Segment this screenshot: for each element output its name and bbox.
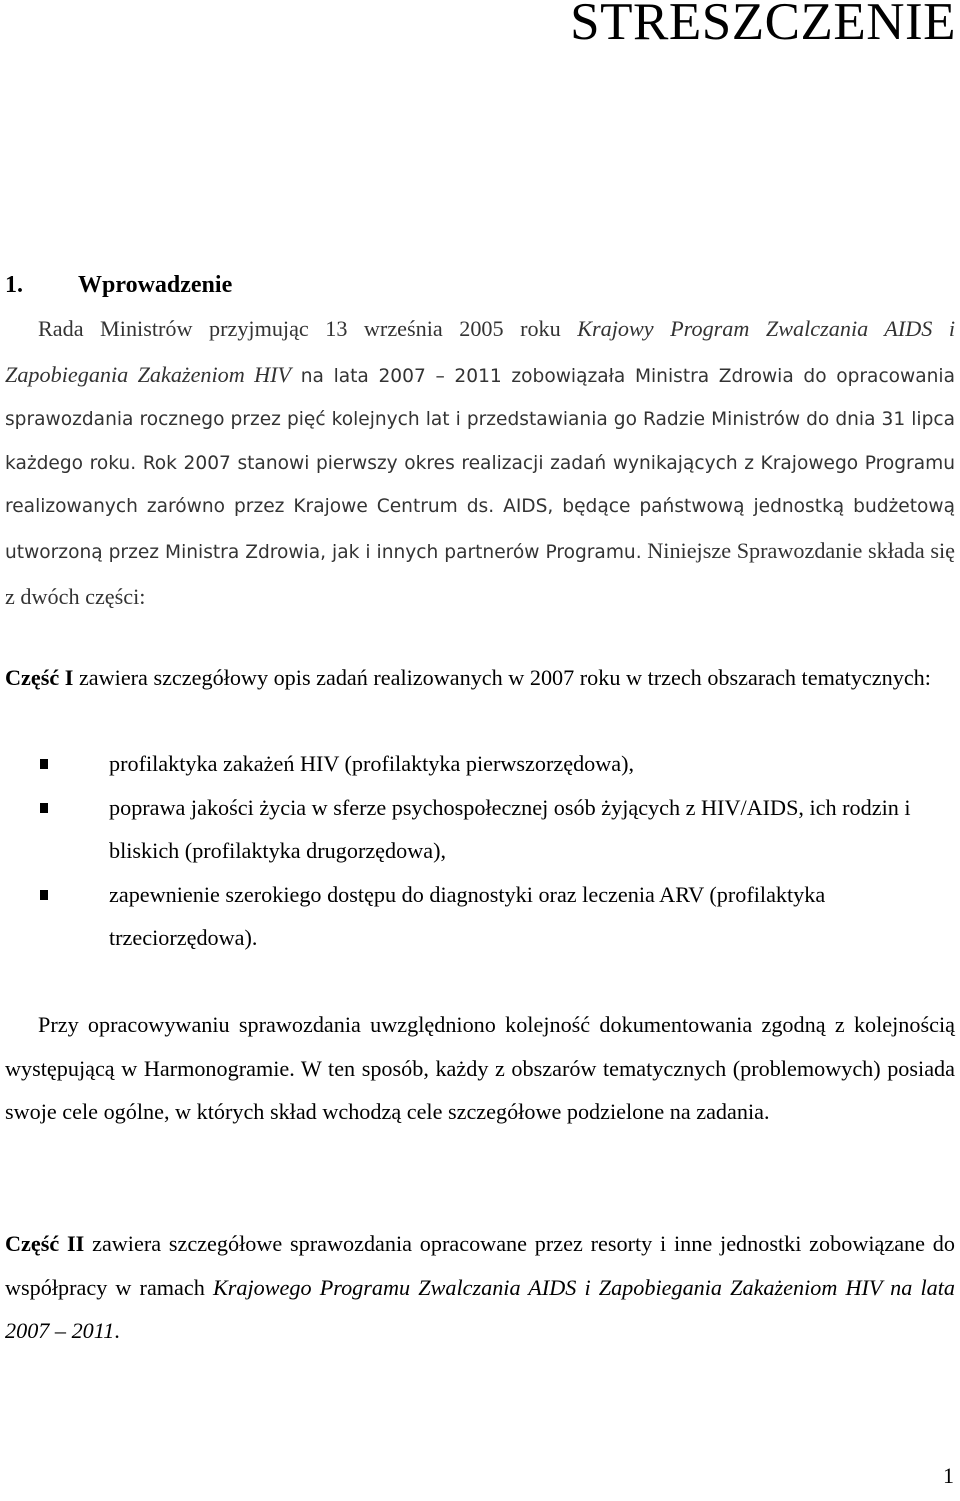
intro-text-end: Niniejsze Sprawozdanie składa się z dwóch części: [5, 537, 955, 609]
program-name-italic: Krajowego Programu Zwalczania AIDS i Zapobiegania Zakażeniom HIV na lata 2007 – 2011 [5, 1274, 955, 1344]
section-number: 1. [5, 272, 23, 298]
list-item-text: profilaktyka zakażeń HIV (profilaktyka pierwszorzędowa), [109, 751, 635, 776]
intro-text-body: na lata 2007 – 2011 zobowiązała Ministra Zdrowia do opracowania sprawozdania rocznego przez pięć kolejnych lat i przedstawiania go Radzie Ministrów do dnia 31 lipca każdego roku. Rok 2007 stanowi pierwszy okres realizacji zadań wynikających z Krajowego Programu realizowanych zarówno przez Krajowe Centrum ds. AIDS, będące państwową jednostką budżetową utworzoną przez Ministra Zdrowia, jak i innych partnerów Programu. [5, 365, 955, 563]
document-title: STRESZCZENIE [570, 0, 956, 51]
square-bullet-icon [40, 803, 48, 813]
intro-text-start: Rada Ministrów przyjmując 13 września 2005 roku [38, 316, 578, 341]
page-number: 1 [943, 1463, 954, 1488]
part-two-end: . [114, 1318, 120, 1344]
thematic-areas-list [0, 742, 955, 960]
part-one-paragraph [5, 656, 955, 700]
list-item [0, 786, 955, 873]
list-item [0, 873, 955, 960]
part-two-paragraph [5, 1222, 955, 1353]
section-title: Wprowadzenie [78, 272, 233, 298]
program-name: Krajowy Program Zwalczania AIDS i Zapobiegania Zakażeniom HIV [5, 316, 955, 387]
square-bullet-icon [40, 759, 48, 769]
part-two-text: zawiera szczegółowe sprawozdania opracowane przez resorty i inne jednostki zobowiązane do współpracy w ramach [5, 1231, 955, 1300]
list-item-text: zapewnienie szerokiego dostępu do diagnostyki oraz leczenia ARV (profilaktyka trzeciorzędowa). [109, 881, 826, 951]
intro-paragraph [5, 307, 955, 620]
part-one-label: Część I [5, 665, 74, 690]
method-text: Przy opracowywaniu sprawozdania uwzględniono kolejność dokumentowania zgodną z kolejnością występującą w Harmonogramie. W ten sposób, każdy z obszarów tematycznych (problemowych) posiada swoje cele ogólne, w których skład wchodzą cele szczegółowe podzielone na zadania. [5, 1012, 955, 1125]
method-paragraph [5, 1003, 955, 1134]
section-heading [5, 266, 232, 304]
part-two-label: Część II [5, 1231, 85, 1256]
list-item-text: poprawa jakości życia w sferze psychospołecznej osób żyjących z HIV/AIDS, ich rodzin i bliskich (profilaktyka drugorzędowa), [109, 794, 911, 864]
list-item [0, 742, 955, 786]
square-bullet-icon [40, 890, 48, 900]
part-one-text: zawiera szczegółowy opis zadań realizowanych w 2007 roku w trzech obszarach tematycznych: [73, 665, 931, 690]
